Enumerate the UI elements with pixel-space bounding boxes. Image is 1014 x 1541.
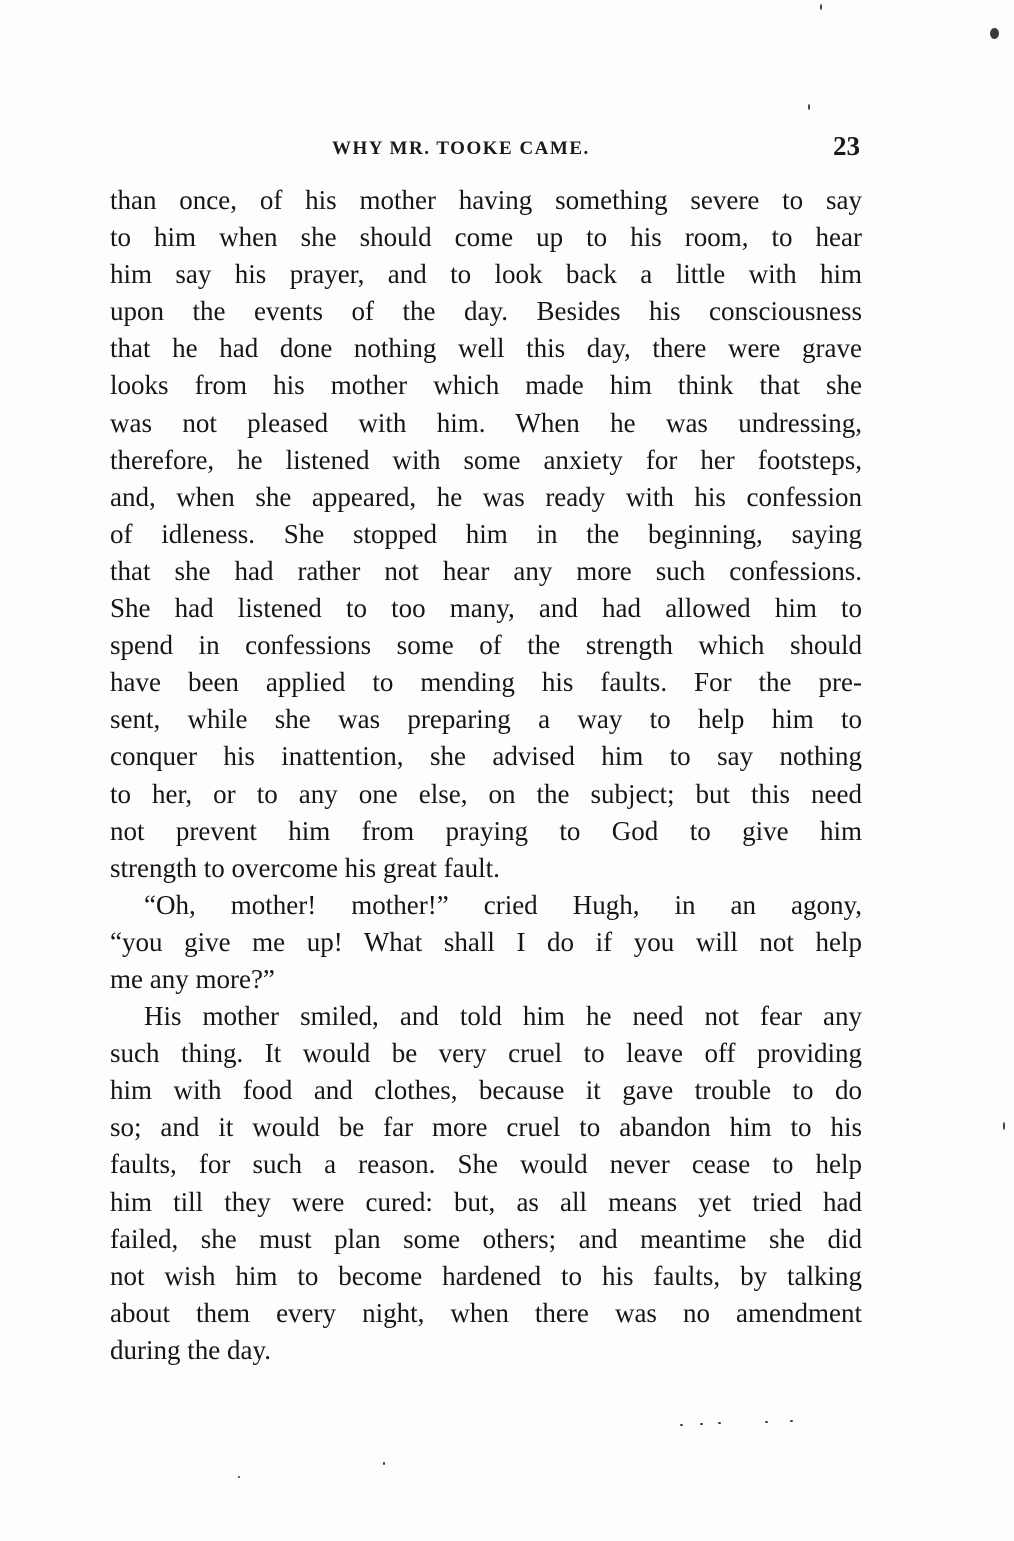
scan-speck [790, 1420, 793, 1422]
text-line: therefore, he listened with some anxiety for her footsteps, [110, 444, 862, 475]
text-line: that she had rather not hear any more such confessions. [110, 555, 862, 586]
text-line: me any more?” [110, 963, 275, 994]
text-line: that he had done nothing well this day, there were grave [110, 333, 862, 364]
text-line: looks from his mother which made him think that she [110, 370, 862, 401]
text-line: not prevent him from praying to God to give him [110, 815, 862, 846]
text-line: conquer his inattention, she advised him to say nothing [110, 741, 862, 772]
text-line: than once, of his mother having something severe to say [110, 185, 862, 215]
text-line: to her, or to any one else, on the subject; but this need [110, 778, 862, 809]
text-line: during the day. [110, 1334, 271, 1365]
scan-speck [700, 1423, 703, 1425]
scan-speck [820, 4, 822, 10]
scan-speck [680, 1424, 683, 1426]
text-line: sent, while she was preparing a way to help him to [110, 704, 862, 735]
text-line: him with food and clothes, because it gave trouble to do [110, 1075, 862, 1106]
text-line: strength to overcome his great fault. [110, 852, 500, 883]
text-line: She had listened to too many, and had allowed him to [110, 593, 862, 624]
body-text [110, 182, 862, 1369]
text-line: was not pleased with him. When he was undressing, [110, 407, 862, 438]
scan-speck [383, 1462, 385, 1465]
text-line: not wish him to become hardened to his faults, by talking [110, 1260, 862, 1291]
scan-speck [765, 1421, 768, 1423]
text-line: of idleness. She stopped him in the beginning, saying [110, 518, 862, 549]
running-head-title: WHY MR. TOOKE CAME. [332, 138, 590, 159]
scan-speck [238, 1476, 240, 1478]
text-line: such thing. It would be very cruel to leave off providing [110, 1038, 862, 1069]
text-line: him say his prayer, and to look back a little with him [110, 259, 862, 290]
text-line: failed, she must plan some others; and meantime she did [110, 1223, 862, 1254]
running-head [110, 131, 862, 164]
text-line: so; and it would be far more cruel to abandon him to his [110, 1112, 862, 1143]
page-number: 23 [833, 131, 860, 161]
text-line: and, when she appeared, he was ready with his confession [110, 481, 862, 512]
scan-speck [808, 104, 810, 110]
scan-speck [1003, 1122, 1005, 1130]
text-line: “Oh, mother! mother!” cried Hugh, in an agony, [144, 889, 862, 920]
text-line: about them every night, when there was no amendment [110, 1297, 862, 1328]
text-line: spend in confessions some of the strength which should [110, 630, 862, 661]
text-line: him till they were cured: but, as all means yet tried had [110, 1186, 862, 1217]
text-line: upon the events of the day. Besides his consciousness [110, 296, 862, 327]
text-line: to him when she should come up to his room, to hear [110, 222, 862, 253]
text-line: faults, for such a reason. She would never cease to help [110, 1149, 862, 1180]
scan-speck [990, 28, 999, 39]
text-line: have been applied to mending his faults. For the pre- [110, 667, 862, 698]
scan-speck [718, 1422, 721, 1424]
text-line: “you give me up! What shall I do if you will not help [110, 926, 862, 957]
text-line: His mother smiled, and told him he need not fear any [144, 1001, 862, 1032]
